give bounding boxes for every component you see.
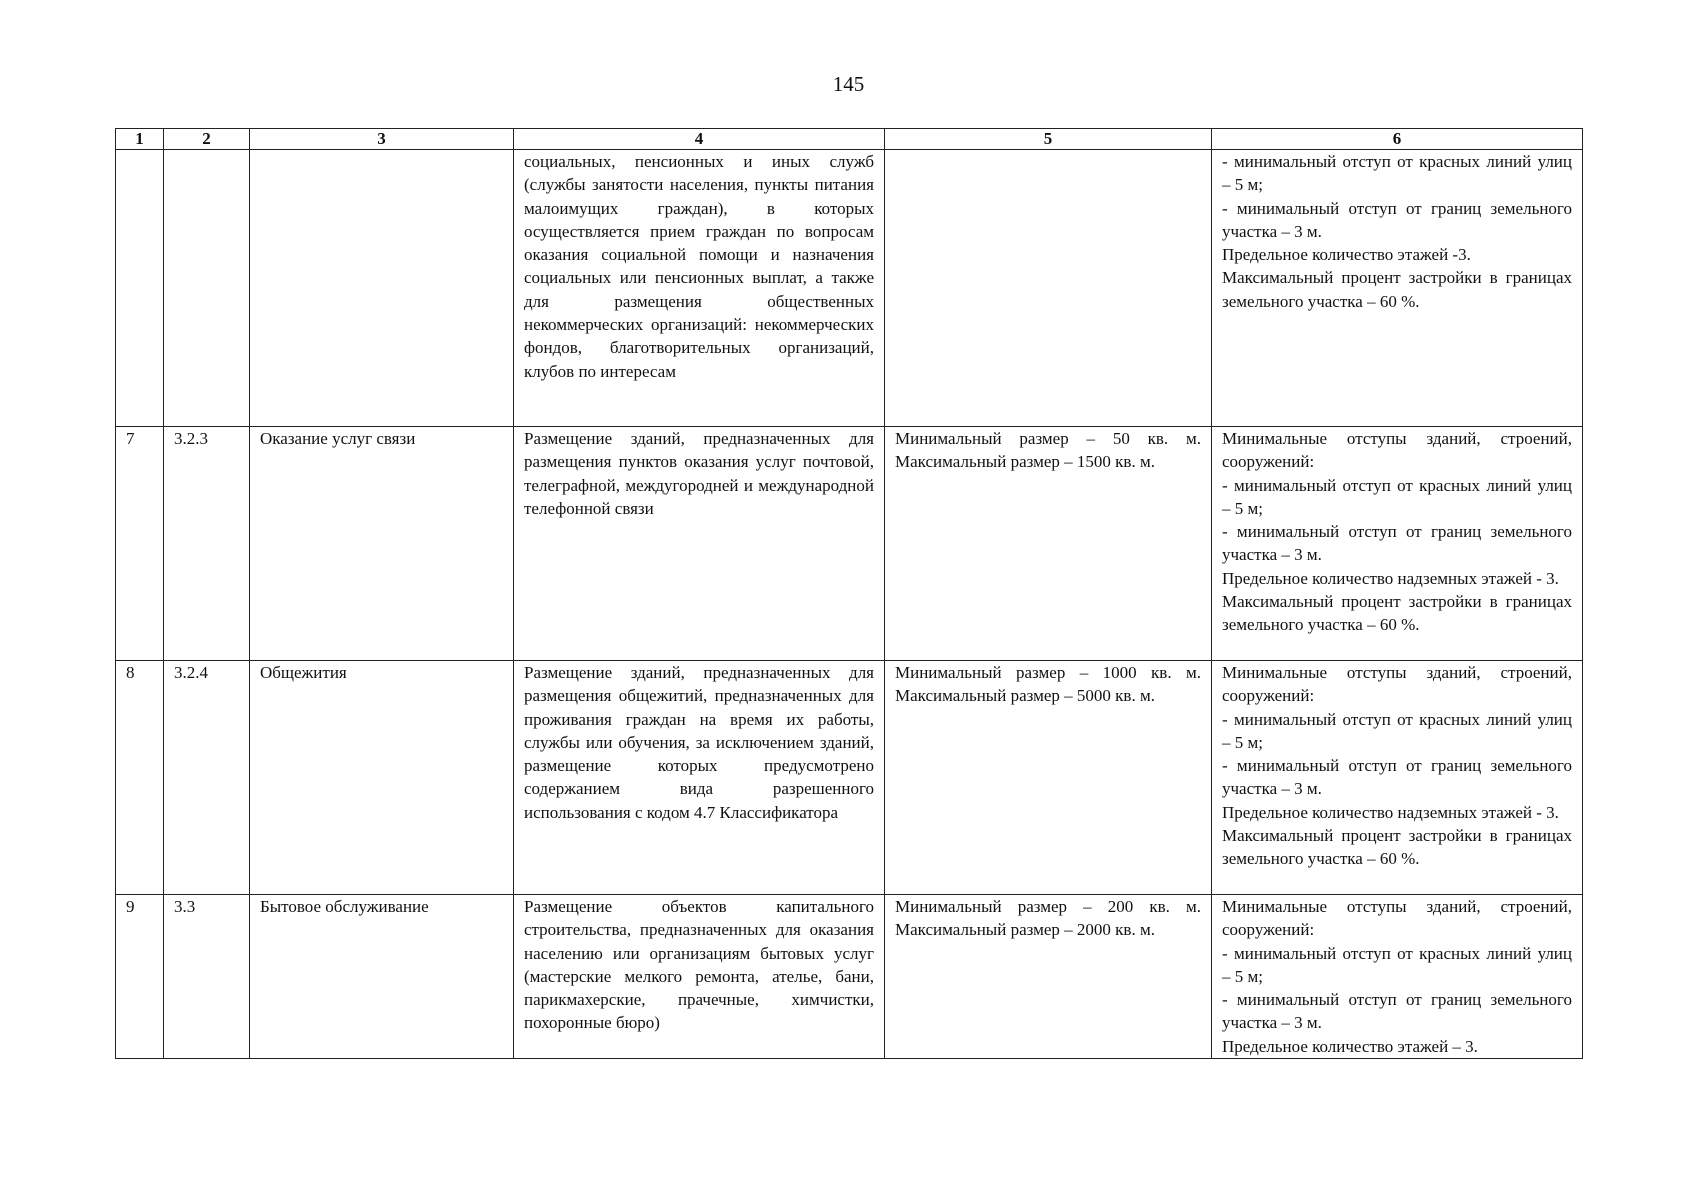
param-line: - минимальный отступ от красных линий улиц – 5 м; (1222, 709, 1572, 752)
table-row (116, 427, 1583, 661)
column-header-3: 3 (250, 129, 514, 150)
row-params (1212, 895, 1583, 1059)
row-params (1212, 427, 1583, 661)
row-number (116, 150, 164, 427)
table-header-row (116, 129, 1583, 150)
land-use-table (115, 128, 1583, 1059)
param-line: Минимальные отступы зданий, строений, сооружений: (1222, 897, 1572, 940)
column-header-5: 5 (885, 129, 1212, 150)
page-number: 145 (832, 72, 865, 96)
row-code: 3.3 (164, 895, 250, 1059)
param-line: Предельное количество этажей -3. (1222, 245, 1471, 265)
row-description: социальных, пенсионных и иных служб (службы занятости населения, пункты питания малоимущих граждан), в которых осуществляется прием граждан по вопросам оказания социальной помощи и назначения социальных или пенсионных выплат, а также для размещения общественных некоммерческих организаций: некоммерческих фондов, благотворительных организаций, клубов по интересам (514, 150, 885, 427)
row-use-name (250, 150, 514, 427)
row-code: 3.2.4 (164, 661, 250, 895)
row-description: Размещение объектов капитального строительства, предназначенных для оказания населению или организациям бытовых услуг (мастерские мелкого ремонта, ателье, бани, парикмахерские, прачечные, химчистки, похоронные бюро) (514, 895, 885, 1059)
row-use-name: Бытовое обслуживание (250, 895, 514, 1059)
param-line: Максимальный процент застройки в границах земельного участка – 60 %. (1222, 268, 1572, 311)
row-params (1212, 150, 1583, 427)
param-line: - минимальный отступ от границ земельного участка – 3 м. (1222, 756, 1572, 799)
row-number: 8 (116, 661, 164, 895)
table-row (116, 661, 1583, 895)
param-line: Минимальные отступы зданий, строений, сооружений: (1222, 429, 1572, 472)
row-size: Минимальный размер – 1000 кв. м. Максимальный размер – 5000 кв. м. (885, 661, 1212, 895)
row-use-name: Общежития (250, 661, 514, 895)
param-line: Предельное количество надземных этажей - 3. (1222, 568, 1559, 588)
row-description: Размещение зданий, предназначенных для размещения пунктов оказания услуг почтовой, телеграфной, междугородней и международной телефонной связи (514, 427, 885, 661)
param-line: Предельное количество надземных этажей - 3. (1222, 802, 1559, 822)
param-line: - минимальный отступ от границ земельного участка – 3 м. (1222, 522, 1572, 565)
row-number: 7 (116, 427, 164, 661)
column-header-4: 4 (514, 129, 885, 150)
column-header-2: 2 (164, 129, 250, 150)
param-line: - минимальный отступ от границ земельного участка – 3 м. (1222, 990, 1572, 1033)
param-line: - минимальный отступ от красных линий улиц – 5 м; (1222, 943, 1572, 986)
row-params (1212, 661, 1583, 895)
param-line: - минимальный отступ от границ земельного участка – 3 м. (1222, 198, 1572, 241)
column-header-6: 6 (1212, 129, 1583, 150)
table-row (116, 895, 1583, 1059)
row-code (164, 150, 250, 427)
row-number: 9 (116, 895, 164, 1059)
row-size: Минимальный размер – 50 кв. м. Максимальный размер – 1500 кв. м. (885, 427, 1212, 661)
param-line: - минимальный отступ от красных линий улиц – 5 м; (1222, 152, 1572, 195)
param-line: Минимальные отступы зданий, строений, сооружений: (1222, 663, 1572, 706)
row-use-name: Оказание услуг связи (250, 427, 514, 661)
param-line: Максимальный процент застройки в границах земельного участка – 60 %. (1222, 592, 1572, 635)
row-size (885, 150, 1212, 427)
param-line: Предельное количество этажей – 3. (1222, 1036, 1478, 1056)
row-size: Минимальный размер – 200 кв. м. Максимальный размер – 2000 кв. м. (885, 895, 1212, 1059)
row-description: Размещение зданий, предназначенных для размещения общежитий, предназначенных для проживания граждан на время их работы, службы или обучения, за исключением зданий, размещение которых предусмотрено содержанием вида разрешенного использования с кодом 4.7 Классификатора (514, 661, 885, 895)
table-row (116, 150, 1583, 427)
row-code: 3.2.3 (164, 427, 250, 661)
column-header-1: 1 (116, 129, 164, 150)
param-line: Максимальный процент застройки в границах земельного участка – 60 %. (1222, 826, 1572, 869)
param-line: - минимальный отступ от красных линий улиц – 5 м; (1222, 475, 1572, 518)
